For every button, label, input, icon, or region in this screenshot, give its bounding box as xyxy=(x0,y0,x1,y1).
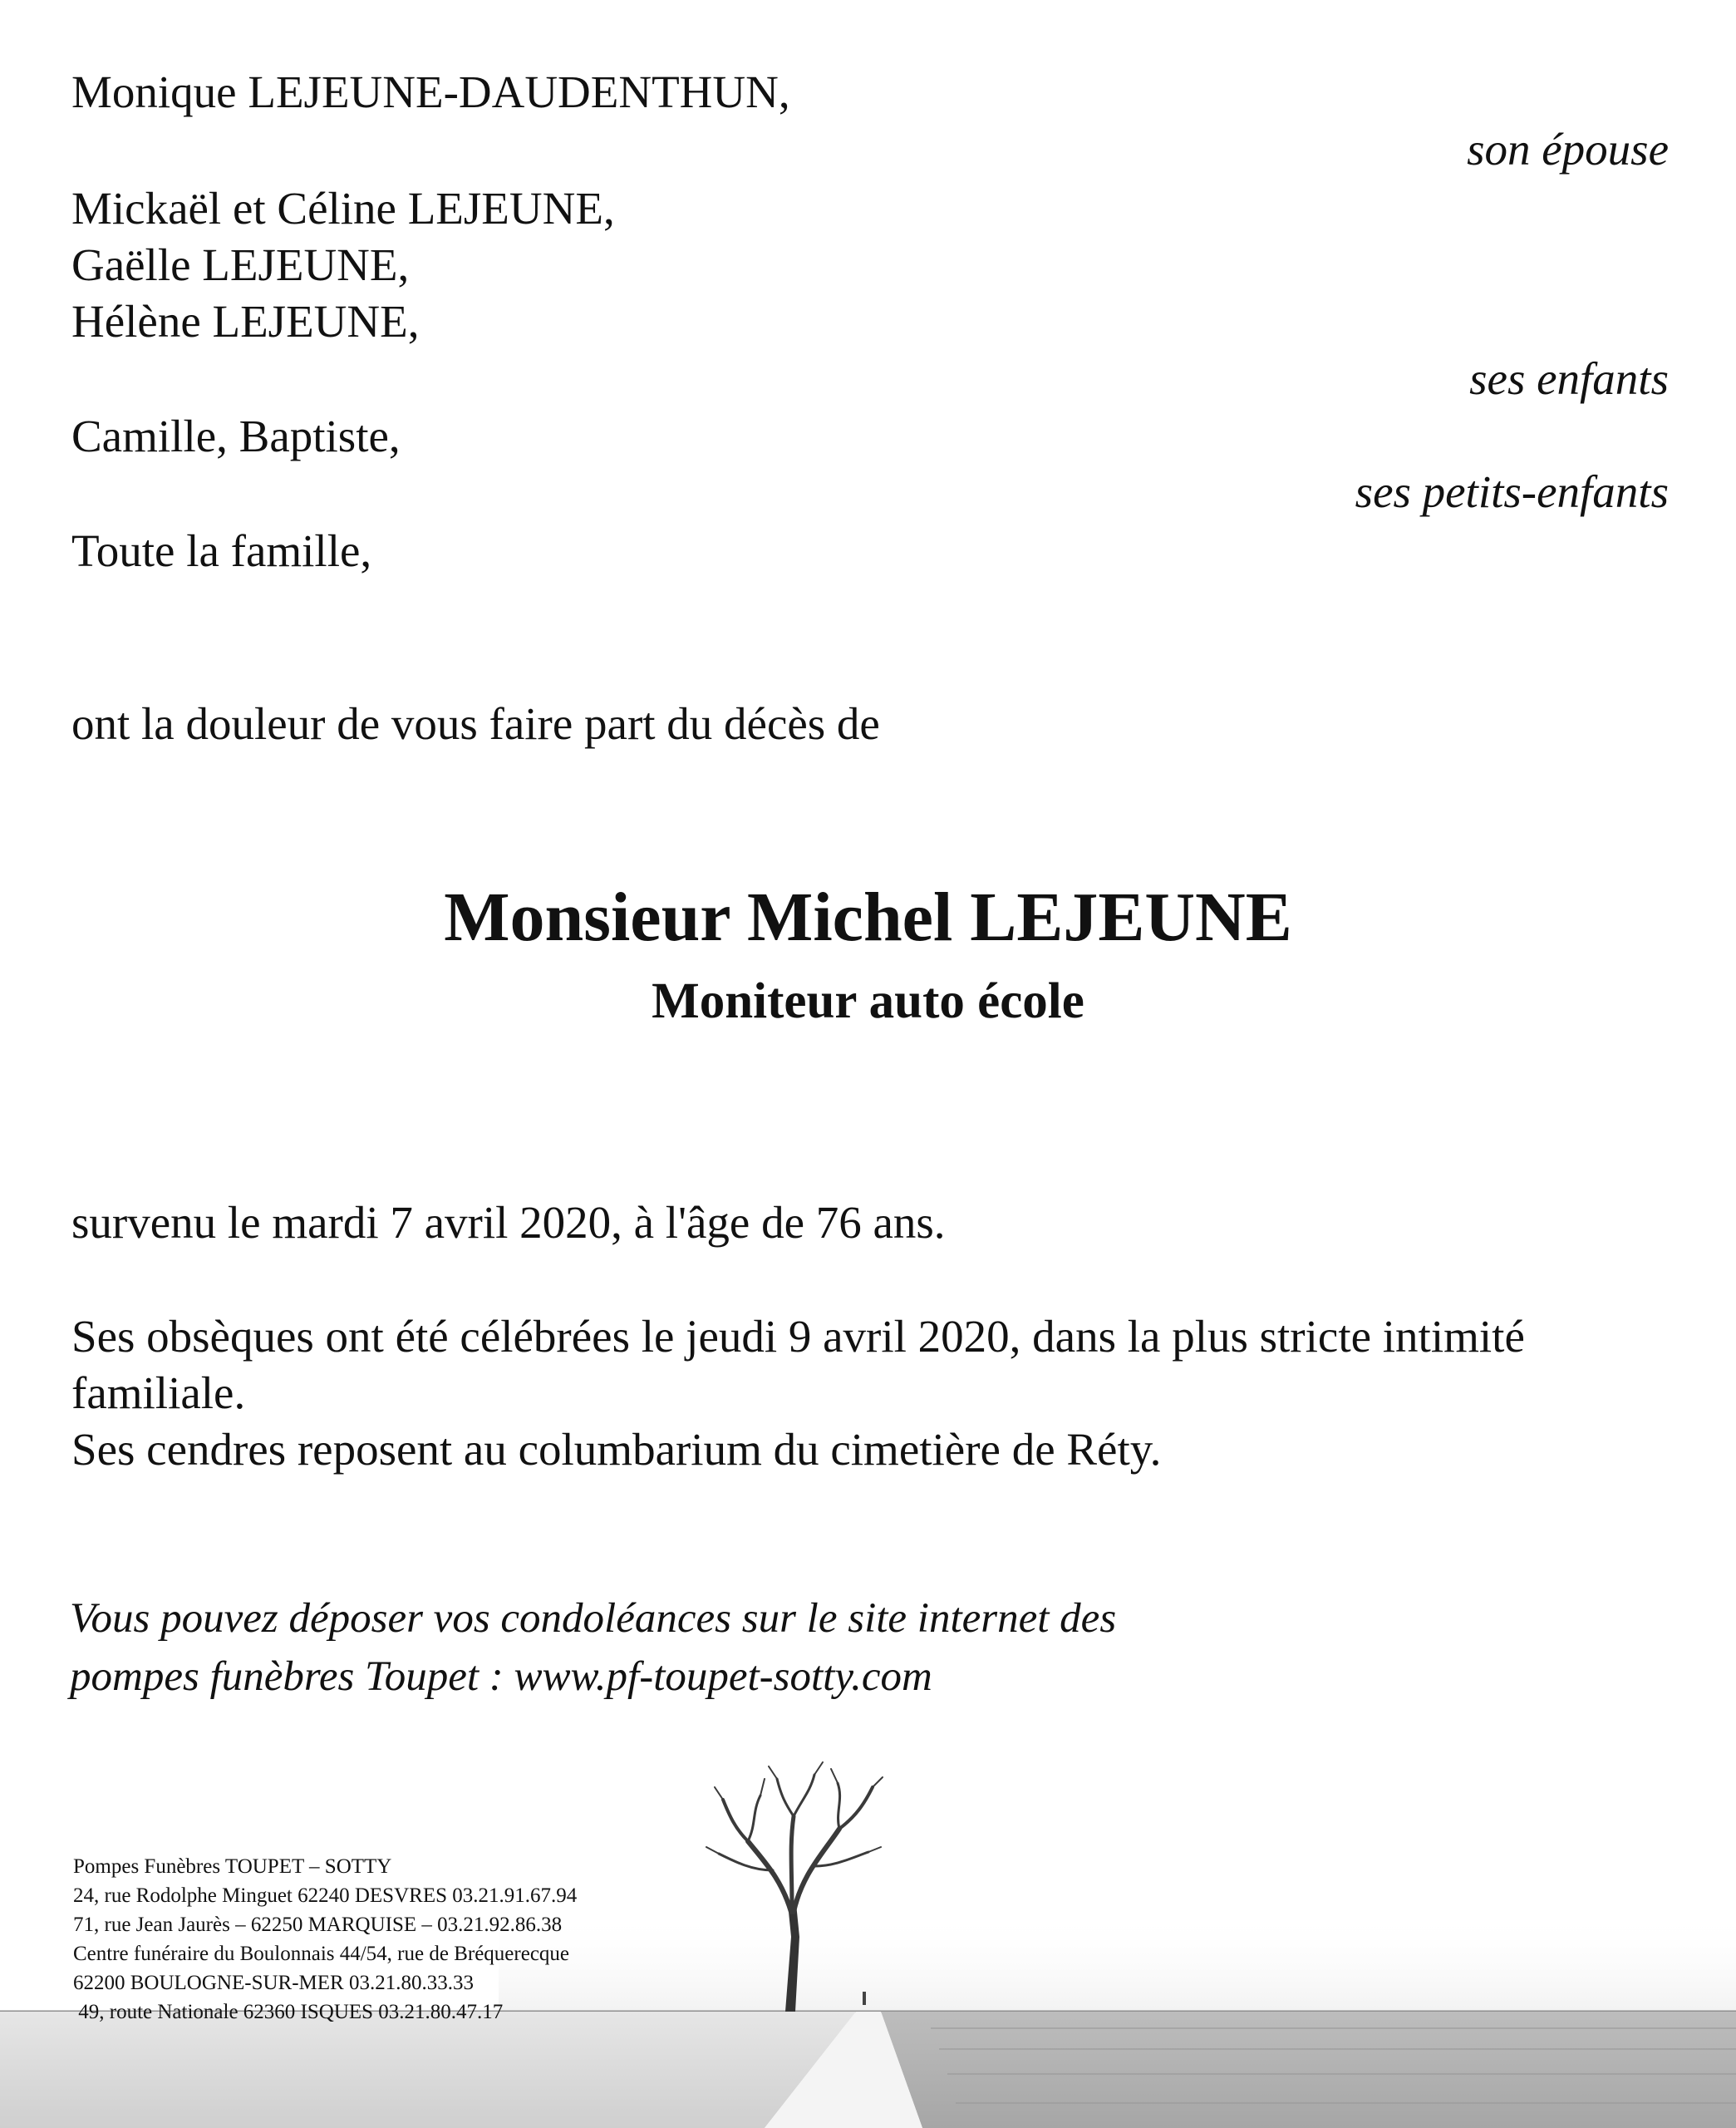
ashes-location: Ses cendres reposent au columbarium du cimetière de Réty. xyxy=(71,1424,1162,1475)
funeral-line-1: Ses obsèques ont été célébrées le jeudi 9 avril 2020, dans la plus stricte intimité xyxy=(71,1311,1525,1362)
announcement-intro: ont la douleur de vous faire part du décès de xyxy=(71,698,880,749)
whole-family: Toute la famille, xyxy=(71,525,372,576)
child-3-name: Hélène LEJEUNE, xyxy=(71,296,420,347)
child-1-name: Mickaël et Céline LEJEUNE, xyxy=(71,183,615,234)
grandchildren-role: ses petits-enfants xyxy=(1355,466,1669,517)
wife-role: son épouse xyxy=(1467,124,1669,175)
deceased-occupation: Moniteur auto école xyxy=(652,973,1084,1029)
death-details: survenu le mardi 7 avril 2020, à l'âge de 76 ans. xyxy=(71,1197,946,1248)
wife-name: Monique LEJEUNE-DAUDENTHUN, xyxy=(71,66,790,117)
grandchildren-names: Camille, Baptiste, xyxy=(71,411,401,461)
funeral-home-boulonnais: Centre funéraire du Boulonnais 44/54, rue de Bréquerecque xyxy=(73,1943,570,1965)
funeral-home-name: Pompes Funèbres TOUPET – SOTTY xyxy=(73,1855,392,1878)
deceased-name: Monsieur Michel LEJEUNE xyxy=(444,879,1292,956)
condolences-line-2: pompes funèbres Toupet : www.pf-toupet-sotty.com xyxy=(70,1653,932,1700)
funeral-line-2: familiale. xyxy=(71,1367,246,1418)
funeral-home-boulogne: 62200 BOULOGNE-SUR-MER 03.21.80.33.33 xyxy=(73,1972,474,1994)
funeral-home-isques: 49, route Nationale 62360 ISQUES 03.21.80.47.17 xyxy=(73,2001,504,2023)
funeral-home-desvres: 24, rue Rodolphe Minguet 62240 DESVRES 03.21.91.67.94 xyxy=(73,1884,578,1907)
child-2-name: Gaëlle LEJEUNE, xyxy=(71,239,410,290)
children-role: ses enfants xyxy=(1469,353,1669,404)
condolences-line-1: Vous pouvez déposer vos condoléances sur le site internet des xyxy=(70,1595,1117,1642)
funeral-home-marquise: 71, rue Jean Jaurès – 62250 MARQUISE – 03.21.92.86.38 xyxy=(73,1914,563,1936)
